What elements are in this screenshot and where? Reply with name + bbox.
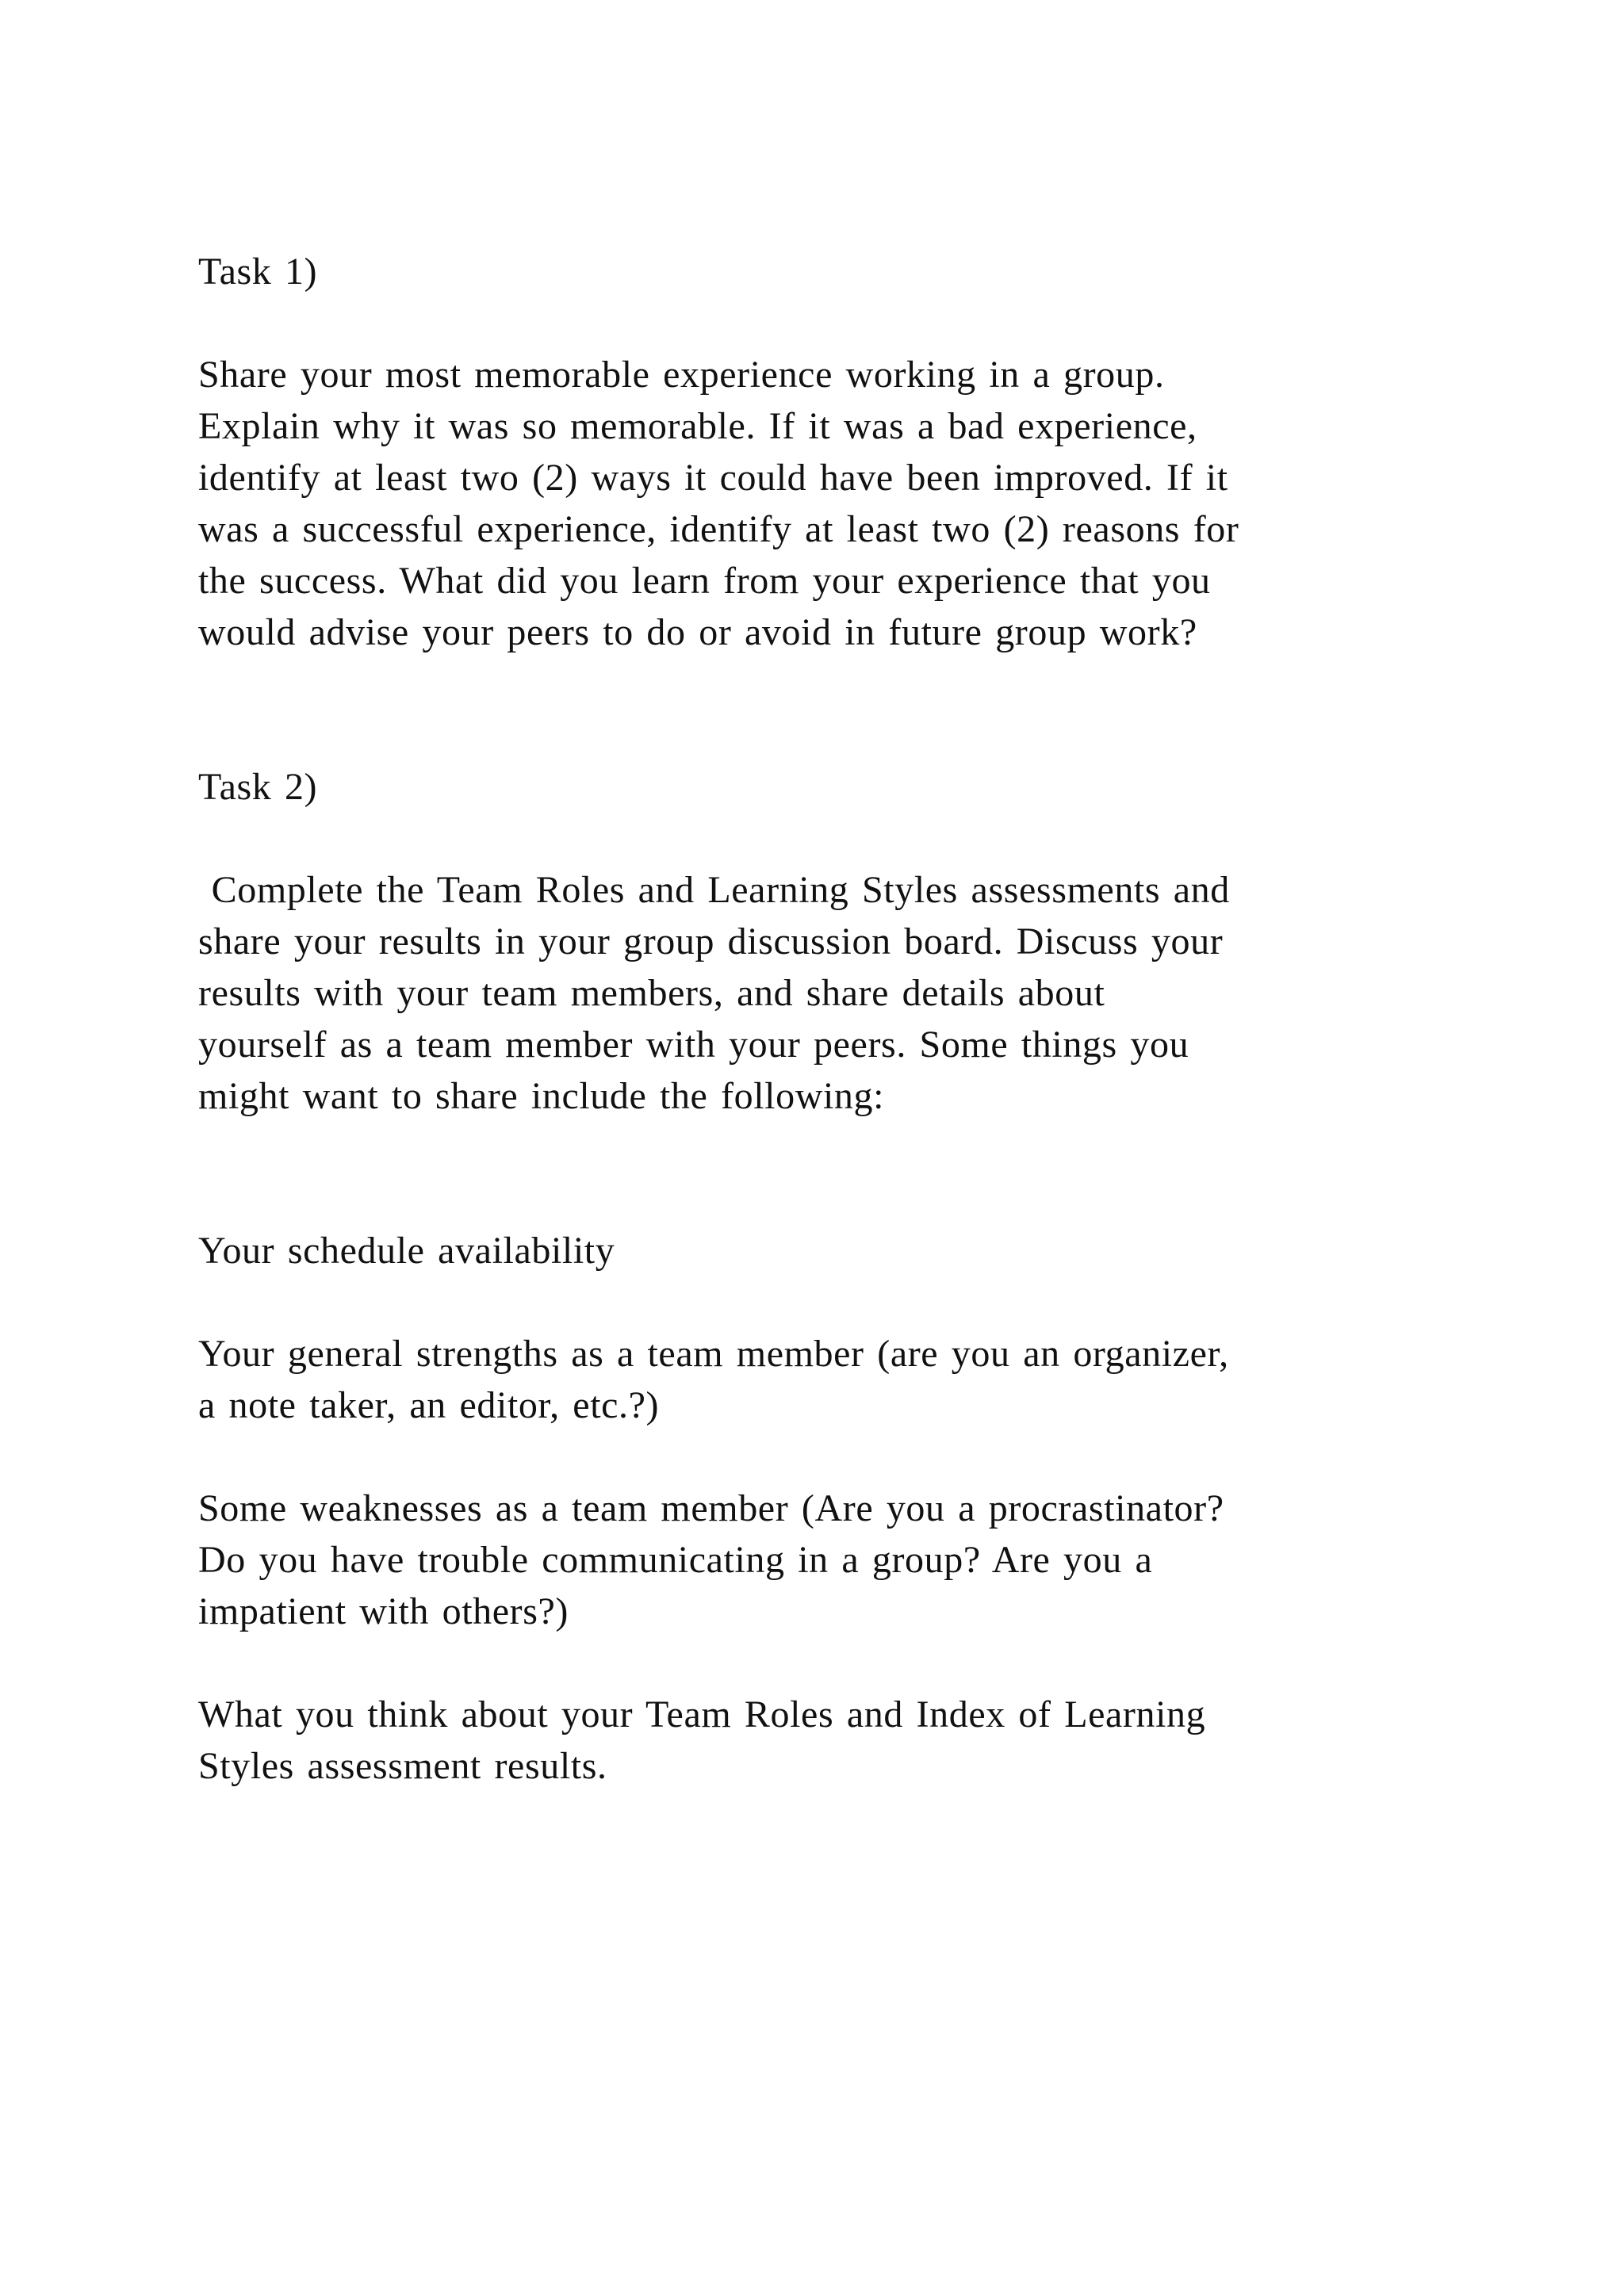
spacer [198,1431,1483,1483]
spacer [198,1122,1483,1225]
task1-line: Explain why it was so memorable. If it was a bad experience, [198,405,1197,447]
task1-line: would advise your peers to do or avoid in future group work? [198,611,1197,653]
spacer [198,1276,1483,1328]
list-item-line: a note taker, an editor, etc.?) [198,1384,660,1426]
list-item-line: impatient with others?) [198,1590,569,1632]
list-item-schedule [198,1225,1483,1276]
task2-intro-line: yourself as a team member with your peers. Some things you [198,1024,1189,1066]
task2-intro-paragraph [198,864,1483,1122]
list-item-line: Do you have trouble communicating in a group? Are you a [198,1539,1153,1581]
task1-line: Share your most memorable experience working in a group. [198,354,1165,396]
task1-line: was a successful experience, identify at least two (2) reasons for [198,508,1239,550]
spacer [198,1637,1483,1689]
document-body [198,246,1483,1792]
list-item-line: Styles assessment results. [198,1745,607,1787]
task2-intro-line: share your results in your group discussion board. Discuss your [198,920,1224,962]
task2-heading: Task 2) [198,766,318,808]
list-item-line: What you think about your Team Roles and Index of Learning [198,1693,1206,1735]
list-item-line: Your schedule availability [198,1230,615,1272]
list-item-weaknesses [198,1483,1483,1637]
spacer [198,658,1483,761]
spacer [198,297,1483,349]
task1-heading: Task 1) [198,251,318,293]
task2-intro-line: Complete the Team Roles and Learning Styles assessments and [198,869,1230,911]
task1-line: identify at least two (2) ways it could have been improved. If it [198,457,1228,499]
task1-paragraph [198,349,1483,658]
spacer [198,813,1483,864]
list-item-assessment-results [198,1689,1483,1792]
task2-intro-line: might want to share include the following: [198,1075,885,1117]
task2-intro-line: results with your team members, and share details about [198,972,1105,1014]
list-item-strengths [198,1328,1483,1431]
list-item-line: Some weaknesses as a team member (Are you a procrastinator? [198,1487,1224,1529]
list-item-line: Your general strengths as a team member (are you an organizer, [198,1333,1229,1375]
task1-line: the success. What did you learn from your experience that you [198,560,1211,602]
